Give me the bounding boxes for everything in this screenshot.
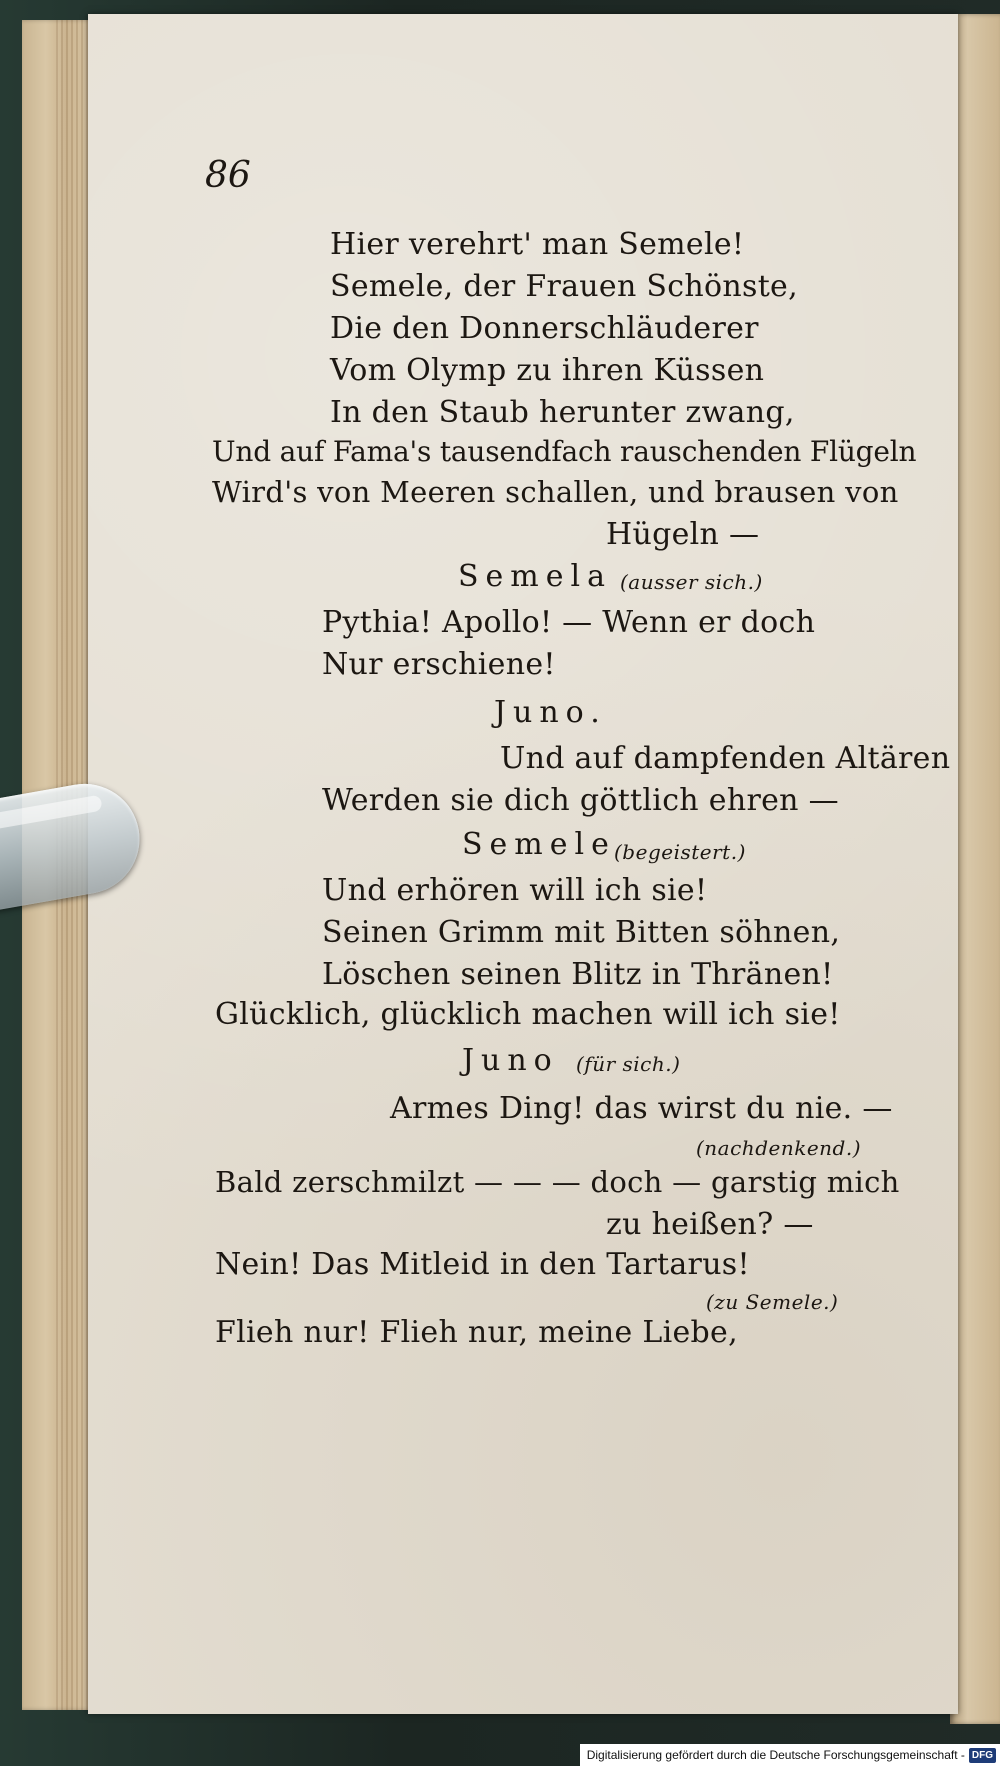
stage-direction: (ausser sich.) xyxy=(620,570,763,594)
page-number: 86 xyxy=(205,155,251,196)
digitization-credit: Digitalisierung gefördert durch die Deutsche Forschungsgemeinschaft - xyxy=(586,1748,965,1762)
verse-line: Hügeln — xyxy=(606,517,760,552)
dfg-logo-icon: DFG xyxy=(969,1748,996,1763)
verse-line: Die den Donnerschläuderer xyxy=(330,311,759,346)
verse-line: Semele, der Frauen Schönste, xyxy=(330,269,798,304)
verse-line: Armes Ding! das wirst du nie. — xyxy=(390,1091,893,1126)
verse-line: Vom Olymp zu ihren Küssen xyxy=(330,353,765,388)
verse-line: Glücklich, glücklich machen will ich sie! xyxy=(215,997,841,1032)
verse-line: Und erhören will ich sie! xyxy=(322,873,708,908)
verse-line: Bald zerschmilzt — — — doch — garstig mich xyxy=(215,1165,900,1199)
verse-line: Und auf Fama's tausendfach rauschenden Flügeln xyxy=(212,435,917,468)
verse-line: Nur erschiene! xyxy=(322,647,556,682)
speaker-name: Juno. xyxy=(494,695,607,730)
verse-line: Flieh nur! Flieh nur, meine Liebe, xyxy=(215,1315,738,1350)
speaker-name: Juno xyxy=(462,1043,559,1078)
stage-direction: (zu Semele.) xyxy=(706,1290,839,1314)
verse-line: Und auf dampfenden Altären xyxy=(500,741,951,776)
stage-direction: (nachdenkend.) xyxy=(696,1136,862,1160)
verse-line: Wird's von Meeren schallen, und brausen von xyxy=(212,475,899,509)
digitization-credit-bar xyxy=(580,1744,1000,1766)
verse-line: Nein! Das Mitleid in den Tartarus! xyxy=(215,1247,750,1282)
stage-direction: (begeistert.) xyxy=(614,840,746,864)
verse-line: Löschen seinen Blitz in Thränen! xyxy=(322,957,834,992)
verse-line: zu heißen? — xyxy=(606,1207,814,1242)
verse-line: Seinen Grimm mit Bitten söhnen, xyxy=(322,915,841,950)
verse-line: Werden sie dich göttlich ehren — xyxy=(322,783,839,818)
verse-line: In den Staub herunter zwang, xyxy=(330,395,795,430)
speaker-name: Semele xyxy=(462,827,616,862)
verse-line: Pythia! Apollo! — Wenn er doch xyxy=(322,605,816,640)
speaker-name: Semela xyxy=(458,559,612,594)
verse-line: Hier verehrt' man Semele! xyxy=(330,227,745,262)
stage-direction: (für sich.) xyxy=(576,1052,681,1076)
